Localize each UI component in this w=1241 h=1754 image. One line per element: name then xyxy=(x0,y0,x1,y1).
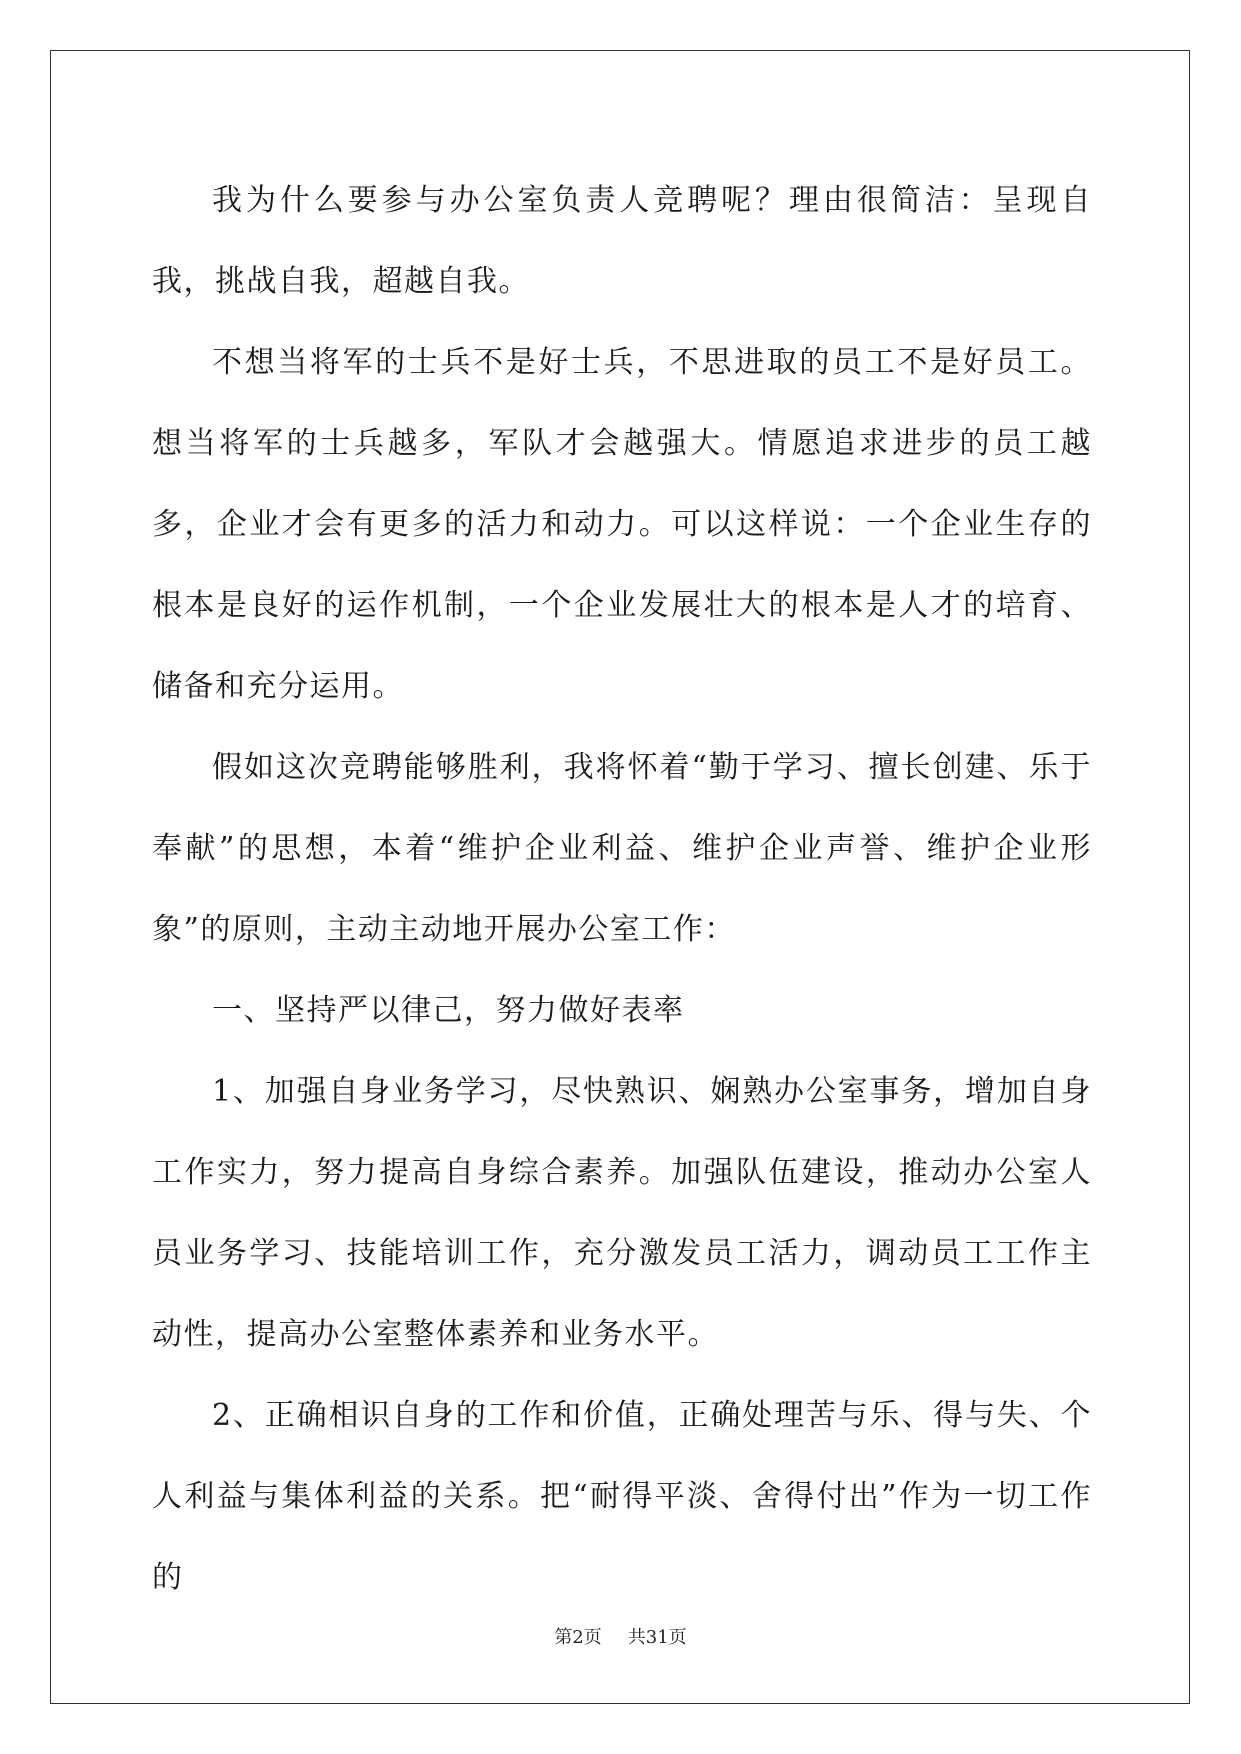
section-heading-1: 一、坚持严以律己，努力做好表率 xyxy=(212,993,685,1028)
paragraph-1: 我为什么要参与办公室负责人竞聘呢？理由很简洁：呈现自我，挑战自我，超越自我。 xyxy=(152,183,1092,299)
page-footer xyxy=(0,1623,1241,1649)
paragraph-3: 假如这次竞聘能够胜利，我将怀着“勤于学习、擅长创建、乐于奉献”的思想，本着“维护企业利益、维护企业声誉、维护企业形象”的原则，主动主动地开展办公室工作： xyxy=(152,750,1092,947)
total-pages-label: 共31页 xyxy=(627,1627,687,1648)
document-body xyxy=(152,160,1092,1618)
paragraph-4: 1、加强自身业务学习，尽快熟识、娴熟办公室事务，增加自身工作实力，努力提高自身综合素养。加强队伍建设，推动办公室人员业务学习、技能培训工作，充分激发员工活力，调动员工工作主动性，提高办公室整体素养和业务水平。 xyxy=(152,1074,1092,1352)
paragraph-2: 不想当将军的士兵不是好士兵，不思进取的员工不是好员工。想当将军的士兵越多，军队才会越强大。情愿追求进步的员工越多，企业才会有更多的活力和动力。可以这样说：一个企业生存的根本是良好的运作机制，一个企业发展壮大的根本是人才的培育、储备和充分运用。 xyxy=(152,345,1092,704)
current-page-label: 第2页 xyxy=(554,1627,602,1648)
paragraph-5: 2、正确相识自身的工作和价值，正确处理苦与乐、得与失、个人利益与集体利益的关系。把“耐得平淡、舍得付出”作为一切工作的 xyxy=(152,1398,1092,1595)
